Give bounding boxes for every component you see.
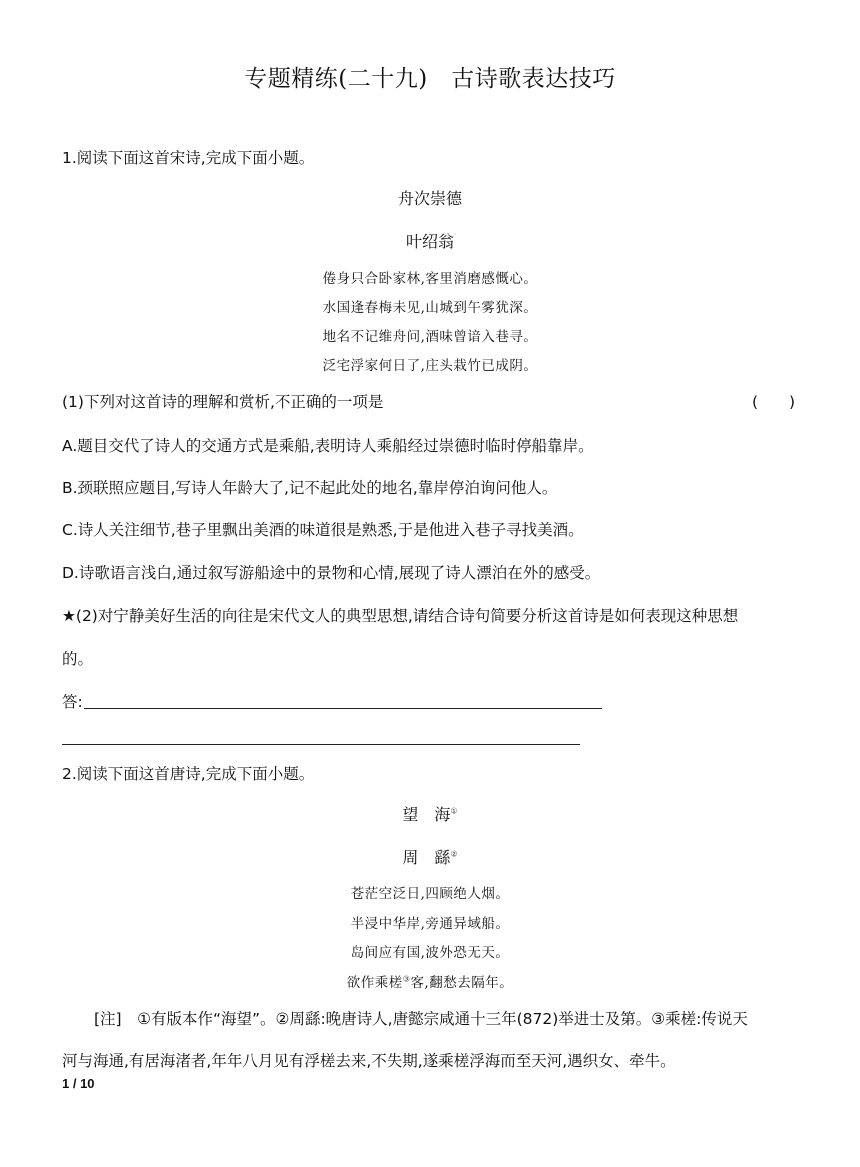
answer-line [62,744,580,745]
poem-2-verse: 半浸中华岸,旁通异域船。 [350,916,510,932]
question-1-sub-2: ★(2)对宁静美好生活的向往是宋代文人的典型思想,请结合诗句简要分析这首诗是如何表现这种思想 [62,607,739,625]
poem-1-verse: 泛宅浮家何日了,庄头栽竹已成阴。 [322,358,538,374]
poem-1-verse: 水国逢春梅未见,山城到午雾犹深。 [322,300,538,316]
poem-2-author: 周 繇② [402,848,458,867]
poem-2-title: 望 海① [402,805,458,824]
poem-1-verse: 地名不记维舟问,酒味曾谙入巷寻。 [322,329,538,345]
footnote-marker: ② [450,849,458,859]
answer-label: 答: [62,693,83,711]
poem-1-title: 舟次崇德 [397,189,462,208]
footnote-marker: ③ [402,974,411,984]
annotation-note: [注] ①有版本作“海望”。②周繇:晚唐诗人,唐懿宗咸通十三年(872)举进士及第。③乘槎:传说天 [94,1010,748,1028]
poem-2-verse: 欲作乘槎③客,翻愁去隔年。 [346,974,514,991]
annotation-note-cont: 河与海通,有居海渚者,年年八月见有浮槎去来,不失期,遂乘槎浮海而至天河,遇织女、牵牛。 [62,1052,676,1070]
question-1-sub-1: (1)下列对这首诗的理解和赏析,不正确的一项是 [62,393,384,411]
option-b: B.颈联照应题目,写诗人年龄大了,记不起此处的地名,靠岸停泊询问他人。 [62,479,558,497]
question-1-intro: 1.阅读下面这首宋诗,完成下面小题。 [62,149,315,167]
option-c: C.诗人关注细节,巷子里飘出美酒的味道很是熟悉,于是他进入巷子寻找美酒。 [62,521,584,539]
page-title: 专题精练(二十九) 古诗歌表达技巧 [244,66,616,92]
option-a: A.题目交代了诗人的交通方式是乘船,表明诗人乘船经过崇德时临时停船靠岸。 [62,437,594,455]
poem-1-verse: 倦身只合卧家林,客里消磨感慨心。 [322,271,538,287]
page-number: 1 / 10 [62,1076,95,1091]
answer-line [84,708,602,709]
question-2-intro: 2.阅读下面这首唐诗,完成下面小题。 [62,765,315,783]
footnote-marker: ① [450,806,458,816]
poem-1-author: 叶绍翁 [405,232,454,251]
poem-2-verse: 苍茫空泛日,四顾绝人烟。 [350,886,510,902]
poem-2-verse: 岛间应有国,波外恐无天。 [350,945,510,961]
answer-parentheses: ( ) [752,393,796,411]
option-d: D.诗歌语言浅白,通过叙写游船途中的景物和心情,展现了诗人漂泊在外的感受。 [62,564,601,582]
question-1-sub-2-cont: 的。 [62,650,94,668]
